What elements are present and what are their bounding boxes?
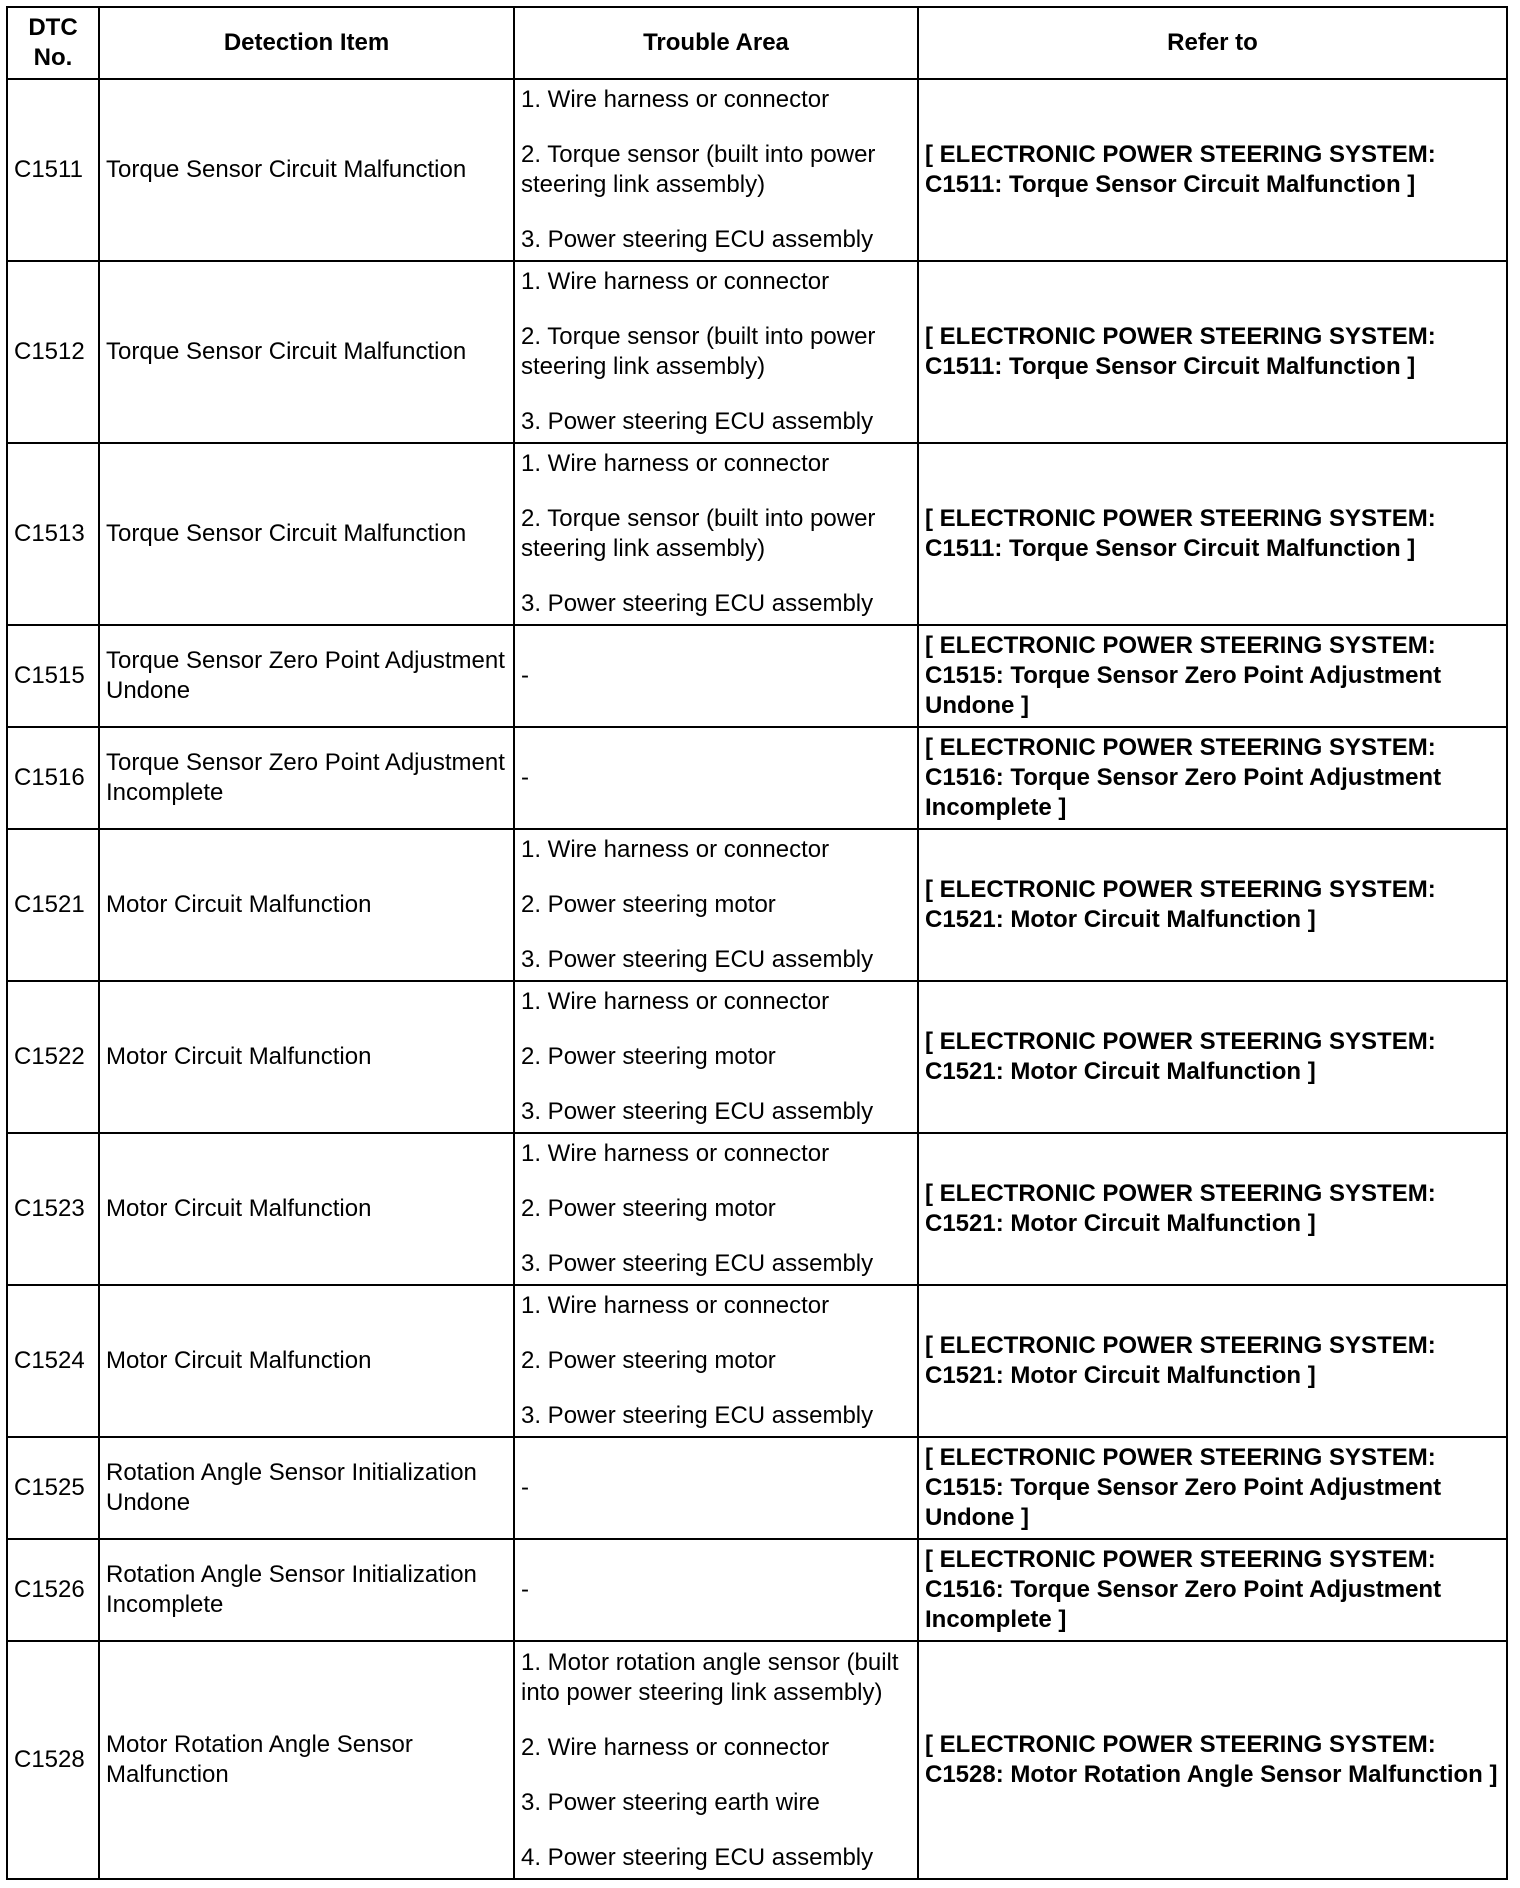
table-row: [7, 981, 1507, 1133]
detection-item-cell: Motor Circuit Malfunction: [99, 1133, 514, 1285]
trouble-area-cell: [514, 727, 918, 829]
trouble-area-cell: [514, 79, 918, 261]
refer-to-cell: [ ELECTRONIC POWER STEERING SYSTEM: C1515: Torque Sensor Zero Point Adjustment Undone ]: [918, 625, 1507, 727]
trouble-area-item: 3. Power steering ECU assembly: [521, 226, 874, 253]
refer-to-cell: [ ELECTRONIC POWER STEERING SYSTEM: C1521: Motor Circuit Malfunction ]: [918, 1133, 1507, 1285]
dtc-code-cell: C1516: [7, 727, 99, 829]
detection-item-cell: Torque Sensor Zero Point Adjustment Incomplete: [99, 727, 514, 829]
detection-item-cell: Motor Rotation Angle Sensor Malfunction: [99, 1641, 514, 1879]
trouble-area-item: 2. Torque sensor (built into power steering link assembly): [521, 505, 876, 562]
detection-item-cell: Torque Sensor Zero Point Adjustment Undone: [99, 625, 514, 727]
dtc-code-cell: C1522: [7, 981, 99, 1133]
trouble-area-cell: [514, 1641, 918, 1879]
trouble-area-cell: [514, 261, 918, 443]
table-row: [7, 829, 1507, 981]
trouble-area-cell: [514, 443, 918, 625]
detection-item-cell: Torque Sensor Circuit Malfunction: [99, 443, 514, 625]
detection-item-cell: Motor Circuit Malfunction: [99, 981, 514, 1133]
trouble-area-cell: [514, 1285, 918, 1437]
trouble-area-item: 2. Power steering motor: [521, 891, 776, 918]
dtc-code-cell: C1525: [7, 1437, 99, 1539]
header-trouble-area: Trouble Area: [514, 7, 918, 79]
dtc-code-cell: C1528: [7, 1641, 99, 1879]
trouble-area-item: 2. Torque sensor (built into power steering link assembly): [521, 323, 876, 380]
table-row: [7, 1437, 1507, 1539]
detection-item-cell: Torque Sensor Circuit Malfunction: [99, 79, 514, 261]
table-row: [7, 261, 1507, 443]
trouble-area-item: -: [521, 764, 529, 791]
header-detection-item: Detection Item: [99, 7, 514, 79]
dtc-code-cell: C1524: [7, 1285, 99, 1437]
trouble-area-item: 1. Wire harness or connector: [521, 86, 830, 113]
trouble-area-item: 1. Wire harness or connector: [521, 1292, 830, 1319]
trouble-area-item: 2. Power steering motor: [521, 1347, 776, 1374]
dtc-table-container: [6, 6, 1506, 1880]
dtc-code-cell: C1521: [7, 829, 99, 981]
header-refer-to: Refer to: [918, 7, 1507, 79]
table-row: [7, 1539, 1507, 1641]
trouble-area-item: 3. Power steering ECU assembly: [521, 1402, 874, 1429]
trouble-area-item: 3. Power steering ECU assembly: [521, 590, 874, 617]
detection-item-cell: Rotation Angle Sensor Initialization Incomplete: [99, 1539, 514, 1641]
refer-to-cell: [ ELECTRONIC POWER STEERING SYSTEM: C1528: Motor Rotation Angle Sensor Malfunction ]: [918, 1641, 1507, 1879]
dtc-code-cell: C1513: [7, 443, 99, 625]
trouble-area-item: 4. Power steering ECU assembly: [521, 1843, 874, 1871]
dtc-table: [6, 6, 1508, 1880]
trouble-area-item: 3. Power steering ECU assembly: [521, 1250, 874, 1277]
refer-to-cell: [ ELECTRONIC POWER STEERING SYSTEM: C1516: Torque Sensor Zero Point Adjustment Incomplete ]: [918, 727, 1507, 829]
trouble-area-cell: [514, 829, 918, 981]
table-row: [7, 727, 1507, 829]
trouble-area-item: 3. Power steering ECU assembly: [521, 1098, 874, 1125]
trouble-area-item: 1. Wire harness or connector: [521, 836, 830, 863]
trouble-area-item: 2. Power steering motor: [521, 1195, 776, 1222]
table-row: [7, 625, 1507, 727]
trouble-area-item: 1. Wire harness or connector: [521, 1140, 830, 1167]
trouble-area-item: 2. Power steering motor: [521, 1043, 776, 1070]
trouble-area-cell: [514, 1437, 918, 1539]
trouble-area-cell: [514, 625, 918, 727]
refer-to-cell: [ ELECTRONIC POWER STEERING SYSTEM: C1511: Torque Sensor Circuit Malfunction ]: [918, 261, 1507, 443]
detection-item-cell: Torque Sensor Circuit Malfunction: [99, 261, 514, 443]
trouble-area-item: 1. Motor rotation angle sensor (built into power steering link assembly): [521, 1648, 899, 1706]
header-dtc-no: DTC No.: [7, 7, 99, 79]
dtc-code-cell: C1526: [7, 1539, 99, 1641]
trouble-area-item: 1. Wire harness or connector: [521, 988, 830, 1015]
detection-item-cell: Motor Circuit Malfunction: [99, 1285, 514, 1437]
table-row: [7, 443, 1507, 625]
detection-item-cell: Rotation Angle Sensor Initialization Undone: [99, 1437, 514, 1539]
trouble-area-cell: [514, 1539, 918, 1641]
refer-to-cell: [ ELECTRONIC POWER STEERING SYSTEM: C1511: Torque Sensor Circuit Malfunction ]: [918, 79, 1507, 261]
trouble-area-item: -: [521, 1576, 529, 1603]
dtc-code-cell: C1523: [7, 1133, 99, 1285]
trouble-area-cell: [514, 981, 918, 1133]
trouble-area-item: 3. Power steering earth wire: [521, 1788, 820, 1816]
refer-to-cell: [ ELECTRONIC POWER STEERING SYSTEM: C1521: Motor Circuit Malfunction ]: [918, 829, 1507, 981]
table-row: [7, 1641, 1507, 1879]
refer-to-cell: [ ELECTRONIC POWER STEERING SYSTEM: C1511: Torque Sensor Circuit Malfunction ]: [918, 443, 1507, 625]
dtc-code-cell: C1515: [7, 625, 99, 727]
table-body: [7, 79, 1507, 1879]
dtc-code-cell: C1512: [7, 261, 99, 443]
trouble-area-cell: [514, 1133, 918, 1285]
trouble-area-item: 2. Wire harness or connector: [521, 1733, 830, 1761]
trouble-area-item: -: [521, 662, 529, 689]
trouble-area-item: 3. Power steering ECU assembly: [521, 408, 874, 435]
trouble-area-item: 3. Power steering ECU assembly: [521, 946, 874, 973]
trouble-area-item: 2. Torque sensor (built into power steering link assembly): [521, 141, 876, 198]
table-row: [7, 1133, 1507, 1285]
table-header-row: [7, 7, 1507, 79]
detection-item-cell: Motor Circuit Malfunction: [99, 829, 514, 981]
dtc-code-cell: C1511: [7, 79, 99, 261]
refer-to-cell: [ ELECTRONIC POWER STEERING SYSTEM: C1521: Motor Circuit Malfunction ]: [918, 981, 1507, 1133]
refer-to-cell: [ ELECTRONIC POWER STEERING SYSTEM: C1515: Torque Sensor Zero Point Adjustment Undone ]: [918, 1437, 1507, 1539]
trouble-area-item: 1. Wire harness or connector: [521, 450, 830, 477]
table-row: [7, 1285, 1507, 1437]
trouble-area-item: -: [521, 1474, 529, 1501]
trouble-area-item: 1. Wire harness or connector: [521, 268, 830, 295]
table-row: [7, 79, 1507, 261]
refer-to-cell: [ ELECTRONIC POWER STEERING SYSTEM: C1521: Motor Circuit Malfunction ]: [918, 1285, 1507, 1437]
refer-to-cell: [ ELECTRONIC POWER STEERING SYSTEM: C1516: Torque Sensor Zero Point Adjustment Incomplete ]: [918, 1539, 1507, 1641]
